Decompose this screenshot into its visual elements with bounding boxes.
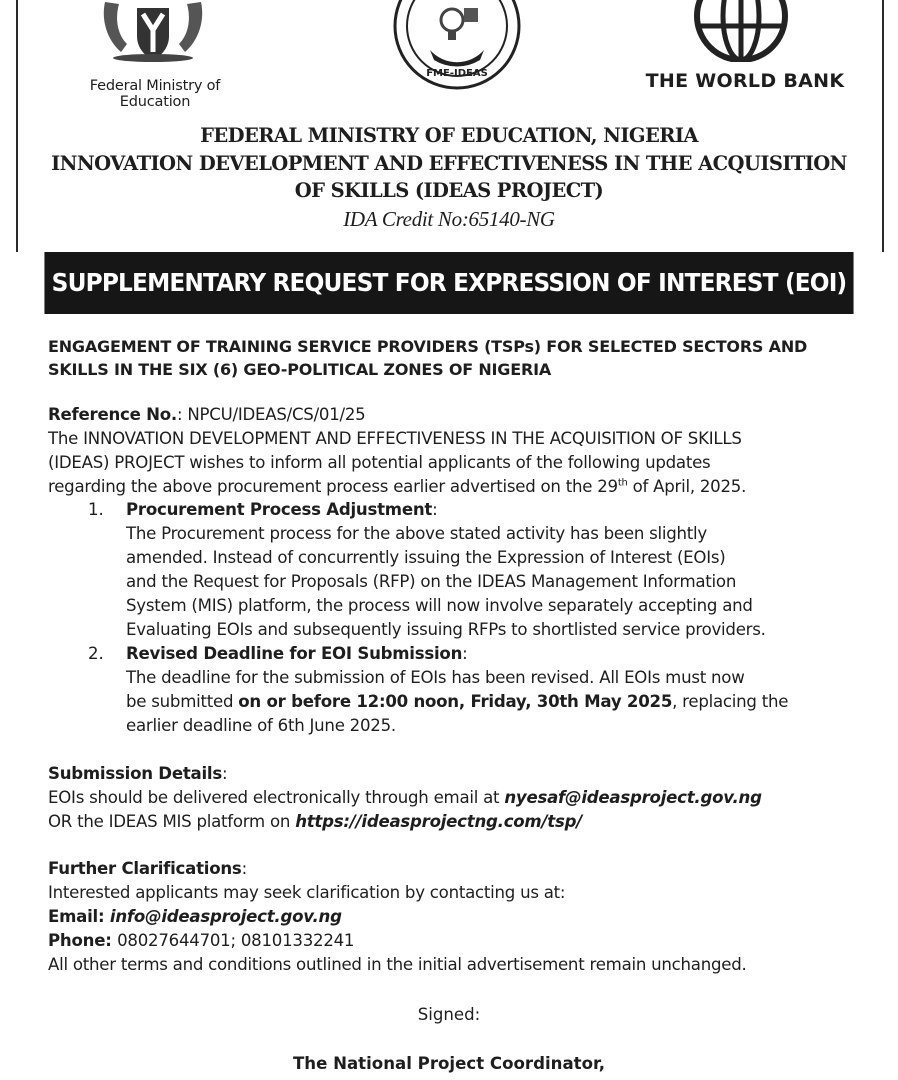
phone-numbers: 08027644701; 08101332241 bbox=[117, 931, 355, 950]
federal-ministry-logo bbox=[60, 0, 250, 110]
world-bank-caption: THE WORLD BANK bbox=[645, 70, 845, 92]
email-label: Email: bbox=[48, 907, 110, 926]
phone-label: Phone: bbox=[48, 931, 118, 950]
fme-caption: Federal Ministry of Education bbox=[89, 78, 221, 110]
clarifications-heading-text: Further Clarifications bbox=[48, 859, 242, 878]
ideas-mis-link[interactable]: https://ideasprojectng.com/tsp/ bbox=[295, 812, 583, 831]
submission-line-1 bbox=[48, 786, 868, 810]
header-line-2: INNOVATION DEVELOPMENT AND EFFECTIVENESS IN THE ACQUISITION bbox=[51, 152, 847, 175]
item-2-line-2-start: be submitted bbox=[126, 692, 239, 711]
item-2-colon: : bbox=[462, 644, 468, 663]
ordinal-suffix: th bbox=[617, 477, 628, 489]
item-1-line-1: The Procurement process for the above stated activity has been slightly bbox=[126, 524, 707, 543]
item-1-number: 1. bbox=[88, 500, 104, 519]
fme-ideas-logo bbox=[392, 0, 522, 92]
contact-email-link[interactable]: info@ideasproject.gov.ng bbox=[109, 907, 342, 926]
contact-phone-line bbox=[48, 929, 868, 953]
item-1-line-4: System (MIS) platform, the process will now involve separately accepting and bbox=[126, 596, 753, 615]
intro-line-3 bbox=[48, 475, 868, 499]
item-2-line-3: earlier deadline of 6th June 2025. bbox=[126, 716, 396, 735]
fme-ideas-emblem-icon bbox=[392, 0, 522, 92]
coat-of-arms-icon bbox=[97, 0, 209, 62]
reference-line bbox=[48, 403, 868, 427]
clarifications-colon: : bbox=[241, 859, 247, 878]
contact-email-line bbox=[48, 905, 868, 929]
header-line-3: OF SKILLS (IDEAS PROJECT) bbox=[294, 179, 604, 202]
item-2-number: 2. bbox=[88, 644, 104, 663]
submission-line-1-text: EOIs should be delivered electronically through email at bbox=[48, 788, 505, 807]
item-1-title bbox=[126, 498, 856, 522]
item-1-colon: : bbox=[432, 500, 438, 519]
closing-line: All other terms and conditions outlined in the initial advertisement remain unchanged. bbox=[48, 955, 747, 974]
coordinator-title: The National Project Coordinator, bbox=[292, 1054, 606, 1073]
submission-line-2 bbox=[48, 810, 868, 834]
submission-heading bbox=[48, 762, 868, 786]
item-1-line-3: and the Request for Proposals (RFP) on the IDEAS Management Information bbox=[126, 572, 737, 591]
submission-heading-text: Submission Details bbox=[48, 764, 222, 783]
item-1-title-text: Procurement Process Adjustment bbox=[126, 500, 433, 519]
item-1-line-2: amended. Instead of concurrently issuing the Expression of Interest (EOIs) bbox=[126, 548, 726, 567]
intro-line-3-text: regarding the above procurement process earlier advertised on the 29 bbox=[48, 477, 618, 496]
item-2-title-text: Revised Deadline for EOI Submission bbox=[126, 644, 463, 663]
engagement-subtitle bbox=[48, 335, 848, 381]
ida-credit-number: IDA Credit No:65140-NG bbox=[343, 207, 555, 231]
item-2-line-2-end: , replacing the bbox=[672, 692, 789, 711]
subtitle-line-1: ENGAGEMENT OF TRAINING SERVICE PROVIDERS (TSPs) FOR SELECTED SECTORS AND bbox=[48, 337, 808, 356]
reference-value: : NPCU/IDEAS/CS/01/25 bbox=[176, 405, 366, 424]
clarifications-heading bbox=[48, 857, 868, 881]
intro-line-3-end: of April, 2025. bbox=[627, 477, 747, 496]
submission-line-2-text: OR the IDEAS MIS platform on bbox=[48, 812, 296, 831]
item-2-title bbox=[126, 642, 856, 666]
clarifications-line-1: Interested applicants may seek clarification by contacting us at: bbox=[48, 883, 566, 902]
globe-icon bbox=[693, 0, 789, 62]
world-bank-logo bbox=[640, 0, 850, 100]
item-2-line-2 bbox=[126, 690, 856, 714]
intro-line-1: The INNOVATION DEVELOPMENT AND EFFECTIVENESS IN THE ACQUISITION OF SKILLS bbox=[48, 429, 742, 448]
submission-email-link[interactable]: nyesaf@ideasproject.gov.ng bbox=[504, 788, 762, 807]
intro-line-2: (IDEAS) PROJECT wishes to inform all potential applicants of the following updates bbox=[48, 453, 711, 472]
fme-ideas-ring-text: FME-IDEAS bbox=[426, 68, 488, 79]
signed-label: Signed: bbox=[417, 1005, 481, 1024]
submission-colon: : bbox=[221, 764, 228, 783]
item-1-line-5: Evaluating EOIs and subsequently issuing RFPs to shortlisted service providers. bbox=[126, 620, 766, 639]
new-deadline: on or before 12:00 noon, Friday, 30th May 2025 bbox=[238, 692, 673, 711]
reference-label: Reference No. bbox=[48, 405, 177, 424]
item-2-line-1: The deadline for the submission of EOIs has been revised. All EOIs must now bbox=[126, 668, 745, 687]
eoi-banner: SUPPLEMENTARY REQUEST FOR EXPRESSION OF INTEREST (EOI) bbox=[44, 252, 853, 314]
header-line-1: FEDERAL MINISTRY OF EDUCATION, NIGERIA bbox=[200, 124, 698, 147]
subtitle-line-2: SKILLS IN THE SIX (6) GEO-POLITICAL ZONES OF NIGERIA bbox=[48, 360, 552, 379]
